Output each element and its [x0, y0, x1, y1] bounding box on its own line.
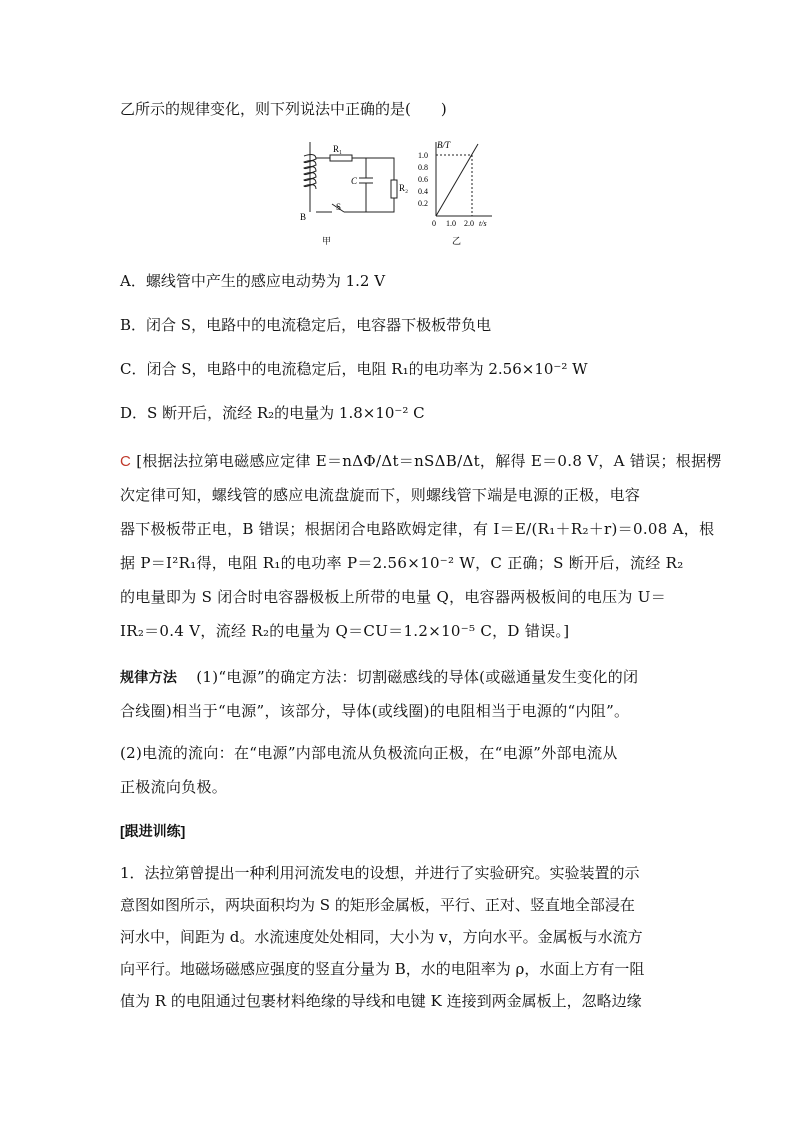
y-axis-label: B/T — [437, 140, 451, 150]
answer-line-1 — [120, 450, 722, 473]
x-axis-label: t/s — [479, 219, 487, 228]
practice-line-2: 意图如图所示，两块面积均为 S 的矩形金属板，平行、正对、竖直地全部浸在 — [120, 896, 635, 914]
y-tick-3: 0.6 — [418, 175, 428, 184]
answer-line-2: 次定律可知，螺线管的感应电流盘旋而下，则螺线管下端是电源的正极，电容 — [120, 486, 641, 504]
label-s: S — [336, 202, 342, 212]
option-c: C．闭合 S，电路中的电流稳定后，电阻 R₁的电功率为 2.56×10⁻² W — [120, 360, 588, 378]
figure-circuit-and-graph — [296, 140, 506, 252]
answer-line-3: 器下极板带正电，B 错误；根据闭合电路欧姆定律，有 I＝E/(R₁＋R₂＋r)＝0.08 A，根 — [120, 520, 715, 538]
graph-caption: 乙 — [452, 236, 462, 246]
option-a: A．螺线管中产生的感应电动势为 1.2 V — [120, 272, 386, 290]
label-r1: R₁ — [333, 144, 343, 154]
y-tick-1: 1.0 — [418, 151, 428, 160]
option-d: D．S 断开后，流经 R₂的电量为 1.8×10⁻² C — [120, 404, 425, 422]
x-tick-1: 1.0 — [446, 219, 456, 228]
practice-line-5: 值为 R 的电阻通过包裹材料绝缘的导线和电键 K 连接到两金属板上，忽略边缘 — [120, 992, 642, 1010]
answer-line-6: IR₂＝0.4 V，流经 R₂的电量为 Q＝CU＝1.2×10⁻⁵ C，D 错误。] — [120, 622, 570, 640]
figure-svg — [296, 140, 506, 252]
answer-letter: C — [120, 453, 132, 470]
answer-line-5: 的电量即为 S 闭合时电容器极板上所带的电量 Q，电容器两极板间的电压为 U＝ — [120, 588, 666, 606]
answer-line-4: 据 P＝I²R₁得，电阻 R₁的电功率 P＝2.56×10⁻² W，C 正确；S 断开后，流经 R₂ — [120, 554, 684, 572]
x-tick-2: 2.0 — [464, 219, 474, 228]
practice-heading: [跟进训练] — [120, 823, 186, 839]
answer-text-1: [根据法拉第电磁感应定律 E＝nΔΦ/Δt＝nSΔB/Δt，解得 E＝0.8 V，A 错误；根据楞 — [136, 452, 722, 470]
method-line-1 — [120, 666, 676, 688]
method-line-2: 合线圈)相当于“电源”，该部分，导体(或线圈)的电阻相当于电源的“内阻”。 — [120, 702, 630, 720]
method-line-4: 正极流向负极。 — [120, 778, 228, 796]
label-b: B — [300, 212, 307, 222]
label-c: C — [351, 176, 358, 186]
practice-line-4: 向平行。地磁场磁感应强度的竖直分量为 B，水的电阻率为 ρ，水面上方有一阻 — [120, 960, 645, 978]
question-lead: 乙所示的规律变化，则下列说法中正确的是( ) — [120, 100, 447, 118]
method-text-1: (1)“电源”的确定方法：切割磁感线的导体(或磁通量发生变化的闭 — [196, 668, 639, 686]
practice-line-1: 1．法拉第曾提出一种利用河流发电的设想，并进行了实验研究。实验装置的示 — [120, 864, 640, 882]
bt-graph — [436, 142, 492, 216]
y-tick-5: 0.2 — [418, 199, 428, 208]
practice-line-3: 河水中，间距为 d。水流速度处处相同，大小为 v，方向水平。金属板与水流方 — [120, 928, 643, 946]
method-tag: 规律方法 — [120, 669, 178, 685]
y-tick-4: 0.4 — [418, 187, 428, 196]
solenoid — [304, 142, 316, 212]
circuit-caption: 甲 — [322, 236, 332, 246]
x-tick-0: 0 — [432, 219, 436, 228]
option-b: B．闭合 S，电路中的电流稳定后，电容器下极板带负电 — [120, 316, 492, 334]
method-line-3: (2)电流的流向：在“电源”内部电流从负极流向正极，在“电源”外部电流从 — [120, 744, 618, 762]
label-r2: R₂ — [399, 183, 409, 193]
y-tick-2: 0.8 — [418, 163, 428, 172]
